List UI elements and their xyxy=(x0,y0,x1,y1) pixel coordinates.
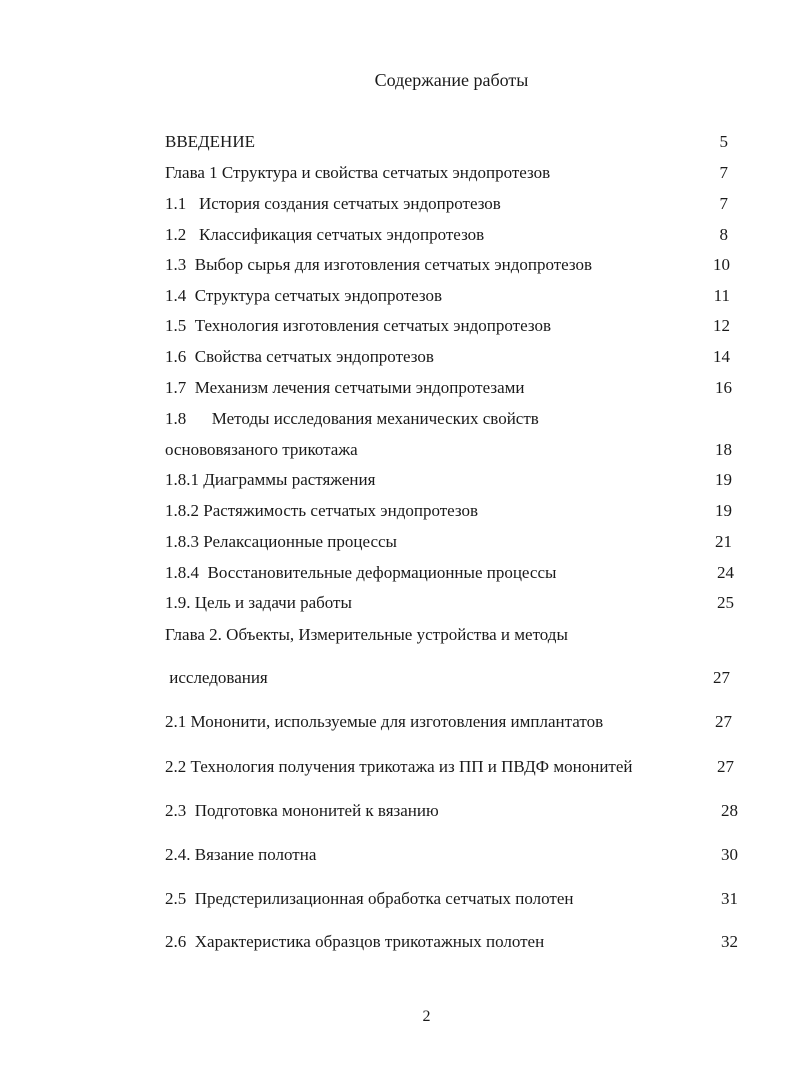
toc-page-number: 7 xyxy=(719,194,728,213)
toc-label: ВВЕДЕНИЕ xyxy=(165,132,255,151)
toc-label: 1.8 Методы исследования механических свойств xyxy=(165,409,539,428)
toc-page-number: 11 xyxy=(713,286,730,305)
toc-page-number: 27 xyxy=(717,757,734,776)
toc-page-number: 30 xyxy=(721,845,738,864)
toc-page-number: 19 xyxy=(715,501,732,520)
toc-page-number: 32 xyxy=(721,932,738,951)
toc-label: 2.5 Предстерилизационная обработка сетчатых полотен xyxy=(165,889,574,908)
toc-label: 2.4. Вязание полотна xyxy=(165,845,317,864)
toc-page-number: 27 xyxy=(713,668,730,687)
toc-label: Глава 2. Объекты, Измерительные устройства и методы xyxy=(165,625,568,644)
toc-page-number: 12 xyxy=(713,316,730,335)
toc-label: 1.6 Свойства сетчатых эндопротезов xyxy=(165,347,434,366)
toc-label: 1.8.3 Релаксационные процессы xyxy=(165,532,397,551)
toc-label: 1.4 Структура сетчатых эндопротезов xyxy=(165,286,443,305)
toc-page-number: 8 xyxy=(719,225,728,244)
page-title: Содержание работы xyxy=(374,70,529,90)
toc-page-number: 19 xyxy=(715,470,732,489)
toc-page-number: 14 xyxy=(713,347,730,366)
toc-page-number: 7 xyxy=(719,163,728,182)
toc-page-number: 27 xyxy=(715,712,732,731)
toc-label: Глава 1 Структура и свойства сетчатых эндопротезов xyxy=(165,163,551,182)
page-number: 2 xyxy=(422,1008,431,1025)
toc-label: 1.2 Классификация сетчатых эндопротезов xyxy=(165,225,485,244)
toc-label: 2.2 Технология получения трикотажа из ПП и ПВДФ мононитей xyxy=(165,757,633,776)
toc-page-number: 31 xyxy=(721,889,738,908)
toc-label: 2.3 Подготовка мононитей к вязанию xyxy=(165,801,439,820)
toc-page-number: 18 xyxy=(715,440,732,459)
toc-page-number: 24 xyxy=(717,563,734,582)
toc-label: 1.9. Цель и задачи работы xyxy=(165,593,352,612)
toc-label: 2.6 Характеристика образцов трикотажных полотен xyxy=(165,932,545,951)
toc-label: 1.8.1 Диаграммы растяжения xyxy=(165,470,376,489)
toc-label: 1.5 Технология изготовления сетчатых эндопротезов xyxy=(165,316,551,335)
toc-label: 1.8.4 Восстановительные деформационные процессы xyxy=(165,563,557,582)
toc-page-number: 10 xyxy=(713,255,730,274)
toc-label: 1.8.2 Растяжимость сетчатых эндопротезов xyxy=(165,501,479,520)
toc-page-number: 28 xyxy=(721,801,738,820)
toc-label: основовязаного трикотажа xyxy=(165,440,358,459)
toc-page-number: 21 xyxy=(715,532,732,551)
toc-label: 1.1 История создания сетчатых эндопротезов xyxy=(165,194,501,213)
toc-page-number: 25 xyxy=(717,593,734,612)
toc-label: 2.1 Мононити, используемые для изготовления имплантатов xyxy=(165,712,604,731)
toc-page-number: 16 xyxy=(715,378,732,397)
toc-label: 1.7 Механизм лечения сетчатыми эндопротезами xyxy=(165,378,525,397)
toc-label: исследования xyxy=(165,668,268,687)
toc-page-number: 5 xyxy=(719,132,728,151)
toc-label: 1.3 Выбор сырья для изготовления сетчатых эндопротезов xyxy=(165,255,593,274)
